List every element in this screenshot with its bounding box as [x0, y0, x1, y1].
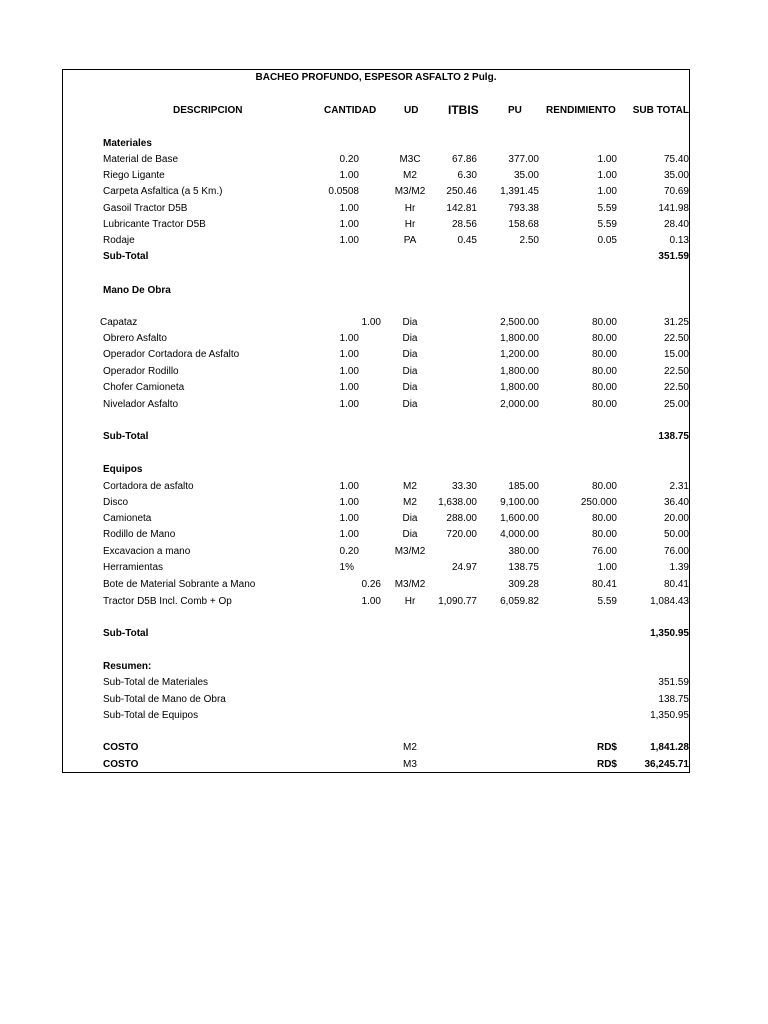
cell-descripcion: Camioneta [103, 513, 152, 524]
header-pu: PU [508, 105, 522, 116]
cell-ud: M2 [403, 497, 417, 508]
cell-subtotal: 36.40 [663, 497, 689, 508]
cell-subtotal: 0.13 [669, 235, 689, 246]
cell-subtotal: 15.00 [663, 349, 689, 360]
table-row [63, 545, 689, 559]
table-row [63, 741, 689, 755]
table-row [63, 316, 689, 330]
cell-subtotal: 31.25 [663, 317, 689, 328]
cell-descripcion: Capataz [100, 317, 138, 328]
cell-descripcion: Chofer Camioneta [103, 382, 185, 393]
cell-rendimiento: 1.00 [597, 562, 617, 573]
cell-cantidad: 1.00 [339, 481, 359, 492]
table-row [63, 348, 689, 362]
cell-descripcion: Lubricante Tractor D5B [103, 219, 206, 230]
cell-subtotal: 76.00 [663, 546, 689, 557]
cell-itbis: 0.45 [457, 235, 477, 246]
cell-cantidad: 1.00 [339, 203, 359, 214]
cell-pu: 793.38 [508, 203, 539, 214]
table-row [63, 332, 689, 346]
table-row [63, 430, 689, 444]
cell-cantidad: 1.00 [339, 497, 359, 508]
cell-descripcion: Rodillo de Mano [103, 529, 176, 540]
cell-subtotal: 1,350.95 [650, 710, 689, 721]
table-row [63, 169, 689, 183]
cell-descripcion: Rodaje [103, 235, 135, 246]
table-row [63, 218, 689, 232]
cell-rendimiento: 80.00 [591, 399, 617, 410]
cell-subtotal: 22.50 [663, 366, 689, 377]
cell-cantidad: 1.00 [339, 170, 359, 181]
header-subtotal: SUB TOTAL [632, 105, 689, 116]
table-row [63, 676, 689, 690]
cell-descripcion: Sub-Total de Materiales [103, 677, 209, 688]
cell-itbis: 28.56 [451, 219, 477, 230]
cell-subtotal: 75.40 [663, 154, 689, 165]
table-row [63, 398, 689, 412]
cell-rendimiento: 80.00 [591, 481, 617, 492]
cell-descripcion: Operador Cortadora de Asfalto [103, 349, 240, 360]
cell-itbis: 288.00 [446, 513, 477, 524]
table-row [63, 693, 689, 707]
cell-subtotal: 70.69 [663, 186, 689, 197]
cell-subtotal: 1.39 [669, 562, 689, 573]
cell-rendimiento: 5.59 [597, 203, 617, 214]
cell-cantidad: 1.00 [339, 349, 359, 360]
table-row [63, 250, 689, 264]
header-rendimiento: RENDIMIENTO [546, 105, 616, 116]
cell-pu: 6,059.82 [500, 596, 539, 607]
cell-cantidad: 0.20 [339, 154, 359, 165]
cell-pu: 2,000.00 [500, 399, 539, 410]
cell-descripcion: Equipos [103, 464, 143, 475]
table-row [63, 185, 689, 199]
cell-ud: M3C [399, 154, 421, 165]
cell-subtotal: 25.00 [663, 399, 689, 410]
cell-pu: 1,800.00 [500, 382, 539, 393]
cell-itbis: 1,090.77 [438, 596, 477, 607]
table-row [63, 234, 689, 248]
cell-rendimiento: 80.00 [591, 333, 617, 344]
cell-rendimiento: RD$ [596, 759, 617, 770]
cell-descripcion: Cortadora de asfalto [103, 481, 194, 492]
cell-rendimiento: 1.00 [597, 186, 617, 197]
cell-cantidad: 1.00 [361, 596, 381, 607]
cell-pu: 158.68 [508, 219, 539, 230]
cell-itbis: 24.97 [451, 562, 477, 573]
cell-ud: Dia [402, 399, 418, 410]
cell-ud: Dia [402, 349, 418, 360]
cell-subtotal: 22.50 [663, 382, 689, 393]
cell-itbis: 67.86 [451, 154, 477, 165]
cell-descripcion: Sub-Total [103, 251, 149, 262]
cell-descripcion: COSTO [103, 742, 139, 753]
cell-cantidad: 0.0508 [328, 186, 359, 197]
header-ud: UD [404, 105, 419, 116]
table-row [63, 528, 689, 542]
cell-ud: Hr [404, 596, 416, 607]
cell-itbis: 250.46 [446, 186, 477, 197]
cell-pu: 2,500.00 [500, 317, 539, 328]
cell-cantidad: 1.00 [339, 382, 359, 393]
table-row [63, 595, 689, 609]
cell-descripcion: Herramientas [103, 562, 164, 573]
cell-descripcion: Material de Base [103, 154, 179, 165]
cell-descripcion: Sub-Total de Equipos [103, 710, 199, 721]
cell-cantidad: 1.00 [339, 513, 359, 524]
cell-subtotal: 138.75 [658, 431, 689, 442]
cell-cantidad: 1.00 [339, 235, 359, 246]
cell-rendimiento: 80.00 [591, 382, 617, 393]
cost-sheet [62, 69, 690, 773]
cell-ud: M3/M2 [394, 546, 426, 557]
cell-rendimiento: 250.000 [580, 497, 617, 508]
cell-rendimiento: RD$ [596, 742, 617, 753]
cell-rendimiento: 80.00 [591, 317, 617, 328]
cell-descripcion: Sub-Total [103, 628, 149, 639]
cell-cantidad: 1.00 [339, 399, 359, 410]
cell-ud: Dia [402, 529, 418, 540]
cell-rendimiento: 5.59 [597, 596, 617, 607]
cell-descripcion: Disco [103, 497, 129, 508]
cell-pu: 1,391.45 [500, 186, 539, 197]
cell-ud: Dia [402, 366, 418, 377]
cell-rendimiento: 1.00 [597, 170, 617, 181]
cell-ud: M3/M2 [394, 579, 426, 590]
cell-subtotal: 35.00 [663, 170, 689, 181]
header-cantidad: CANTIDAD [324, 105, 377, 116]
cell-itbis: 720.00 [446, 529, 477, 540]
table-row [63, 627, 689, 641]
cell-subtotal: 138.75 [658, 694, 689, 705]
cell-cantidad: 1.00 [339, 333, 359, 344]
cell-pu: 35.00 [513, 170, 539, 181]
cell-subtotal: 20.00 [663, 513, 689, 524]
table-row [63, 153, 689, 167]
cell-rendimiento: 80.00 [591, 366, 617, 377]
cell-rendimiento: 5.59 [597, 219, 617, 230]
cost-table-rows [63, 70, 689, 772]
cell-cantidad: 0.20 [339, 546, 359, 557]
cell-itbis: 33.30 [451, 481, 477, 492]
cell-ud: M2 [403, 170, 417, 181]
table-row [63, 284, 689, 298]
cell-rendimiento: 76.00 [591, 546, 617, 557]
cell-rendimiento: 80.41 [591, 579, 617, 590]
cell-descripcion: Resumen: [103, 661, 152, 672]
cell-descripcion: Sub-Total de Mano de Obra [103, 694, 226, 705]
table-row [63, 202, 689, 216]
cell-pu: 1,800.00 [500, 333, 539, 344]
cell-pu: 309.28 [508, 579, 539, 590]
table-row [63, 512, 689, 526]
cell-subtotal: 28.40 [663, 219, 689, 230]
cell-descripcion: Mano De Obra [103, 285, 171, 296]
cell-subtotal: 1,841.28 [650, 742, 689, 753]
cell-ud: M2 [403, 742, 417, 753]
cell-cantidad: 0.26 [361, 579, 381, 590]
cell-pu: 1,200.00 [500, 349, 539, 360]
cell-cantidad: 1% [339, 562, 354, 573]
table-row [63, 463, 689, 477]
cell-descripcion: Carpeta Asfaltica (a 5 Km.) [103, 186, 223, 197]
cell-ud: Hr [404, 203, 416, 214]
cell-rendimiento: 0.05 [597, 235, 617, 246]
cell-pu: 9,100.00 [500, 497, 539, 508]
table-row [63, 758, 689, 772]
cell-itbis: 142.81 [446, 203, 477, 214]
table-row [63, 561, 689, 575]
cell-pu: 185.00 [508, 481, 539, 492]
table-row [63, 578, 689, 592]
cell-descripcion: Bote de Material Sobrante a Mano [103, 579, 256, 590]
cell-pu: 377.00 [508, 154, 539, 165]
table-row [63, 480, 689, 494]
cell-ud: Dia [402, 382, 418, 393]
cell-ud: Dia [402, 513, 418, 524]
cell-subtotal: 80.41 [663, 579, 689, 590]
cell-descripcion: Riego Ligante [103, 170, 165, 181]
table-row [63, 365, 689, 379]
cell-subtotal: 22.50 [663, 333, 689, 344]
cell-subtotal: 141.98 [658, 203, 689, 214]
cell-cantidad: 1.00 [361, 317, 381, 328]
cell-ud: M3/M2 [394, 186, 426, 197]
cell-ud: Hr [404, 219, 416, 230]
cell-ud: M3 [403, 759, 417, 770]
cell-pu: 1,600.00 [500, 513, 539, 524]
cell-subtotal: 36,245.71 [644, 759, 689, 770]
cell-descripcion: Operador Rodillo [103, 366, 179, 377]
cell-descripcion: Obrero Asfalto [103, 333, 167, 344]
sheet-title: BACHEO PROFUNDO, ESPESOR ASFALTO 2 Pulg. [255, 72, 497, 83]
header-descripcion: DESCRIPCION [173, 105, 243, 116]
cell-itbis: 6.30 [457, 170, 477, 181]
table-row [63, 709, 689, 723]
cell-subtotal: 50.00 [663, 529, 689, 540]
cell-cantidad: 1.00 [339, 219, 359, 230]
cell-cantidad: 1.00 [339, 529, 359, 540]
cell-descripcion: Tractor D5B Incl. Comb + Op [103, 596, 232, 607]
cell-rendimiento: 80.00 [591, 513, 617, 524]
cell-pu: 1,800.00 [500, 366, 539, 377]
cell-ud: M2 [403, 481, 417, 492]
cell-descripcion: Gasoil Tractor D5B [103, 203, 188, 214]
cell-rendimiento: 1.00 [597, 154, 617, 165]
cell-subtotal: 2.31 [669, 481, 689, 492]
header-itbis: ITBIS [448, 103, 479, 117]
cell-subtotal: 351.59 [658, 251, 689, 262]
table-row [63, 496, 689, 510]
cell-rendimiento: 80.00 [591, 349, 617, 360]
cell-ud: Dia [402, 317, 418, 328]
table-row [63, 137, 689, 151]
cell-pu: 2.50 [519, 235, 539, 246]
cell-descripcion: Excavacion a mano [103, 546, 191, 557]
cell-pu: 4,000.00 [500, 529, 539, 540]
cell-rendimiento: 80.00 [591, 529, 617, 540]
cell-subtotal: 1,084.43 [650, 596, 689, 607]
table-row [63, 381, 689, 395]
cell-descripcion: Sub-Total [103, 431, 149, 442]
cell-pu: 380.00 [508, 546, 539, 557]
cell-pu: 138.75 [508, 562, 539, 573]
cell-ud: Dia [402, 333, 418, 344]
cell-descripcion: Nivelador Asfalto [103, 399, 179, 410]
cell-descripcion: COSTO [103, 759, 139, 770]
cell-itbis: 1,638.00 [438, 497, 477, 508]
cell-subtotal: 351.59 [658, 677, 689, 688]
cell-subtotal: 1,350.95 [650, 628, 689, 639]
cell-ud: PA [403, 235, 417, 246]
cell-descripcion: Materiales [103, 138, 152, 149]
cell-cantidad: 1.00 [339, 366, 359, 377]
table-row [63, 660, 689, 674]
